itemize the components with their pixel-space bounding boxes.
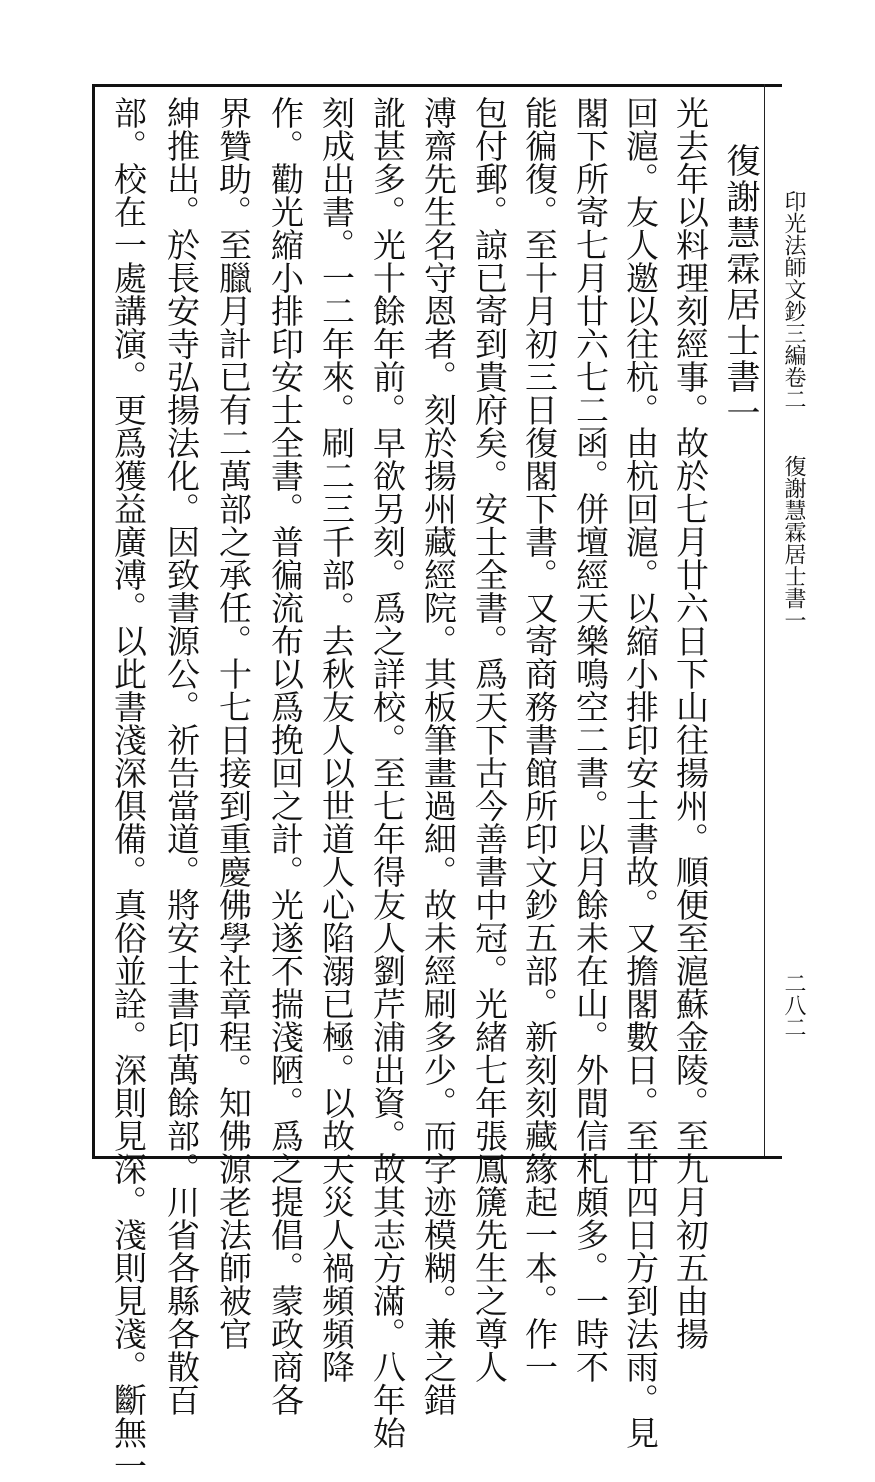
text-column-9: 作。勸光縮小排印安士全書。普徧流布以爲挽回之計。光遂不揣淺陋。爲之提倡。蒙政商各 <box>266 96 305 1416</box>
frame-left-border <box>92 84 95 1159</box>
letter-title: 復謝慧霖居士書一 <box>720 143 760 431</box>
text-column-8: 刻成出書。一二年來。刷二三千部。去秋友人以世道人心陷溺已極。以故天災人禍頻頻降 <box>317 96 356 1383</box>
text-column-11: 紳推出。於長安寺弘揚法化。因致書源公。祈告當道。將安士書印萬餘部。川省各縣各散百 <box>162 96 201 1416</box>
frame-margin-rule <box>764 84 765 1159</box>
text-column-2: 回滬。友人邀以往杭。由杭回滬。以縮小排印安士書故。又擔閣數日。至廿四日方到法雨。見 <box>621 96 660 1449</box>
text-column-6: 溥齋先生名守恩者。刻於揚州藏經院。其板筆畫過細。故未經刷多少。而字迹模糊。兼之錯 <box>419 96 458 1416</box>
text-column-12: 部。校在一處講演。更爲獲益廣溥。以此書淺深俱備。真俗並詮。深則見深。淺則見淺。斷無一 <box>109 96 148 1482</box>
text-column-10: 界贊助。至臘月計已有二萬部之承任。十七日接到重慶佛學社章程。知佛源老法師被官 <box>214 96 253 1350</box>
text-column-7: 訛甚多。光十餘年前。早欲另刻。爲之詳校。至七年得友人劉芹浦出資。故其志方滿。八年始 <box>368 96 407 1449</box>
margin-page-number: 二八二 <box>781 972 806 1038</box>
text-column-5: 包付郵。諒已寄到貴府矣。安士全書。爲天下古今善書中冠。光緒七年張鳳篪先生之尊人 <box>470 96 509 1383</box>
margin-section-title: 復謝慧霖居士書一 <box>781 455 806 631</box>
frame-top-border <box>92 84 782 87</box>
margin-book-title: 印光法師文鈔三編卷二 <box>781 190 806 410</box>
text-column-3: 閣下所寄七月廿六七二函。併壇經天樂鳴空二書。以月餘未在山。外間信札頗多。一時不 <box>571 96 610 1383</box>
text-column-1: 光去年以料理刻經事。故於七月廿六日下山往揚州。順便至滬蘇金陵。至九月初五由揚 <box>671 96 710 1350</box>
text-column-4: 能徧復。至十月初三日復閣下書。又寄商務書館所印文鈔五部。新刻刻藏緣起一本。作一 <box>520 96 559 1383</box>
